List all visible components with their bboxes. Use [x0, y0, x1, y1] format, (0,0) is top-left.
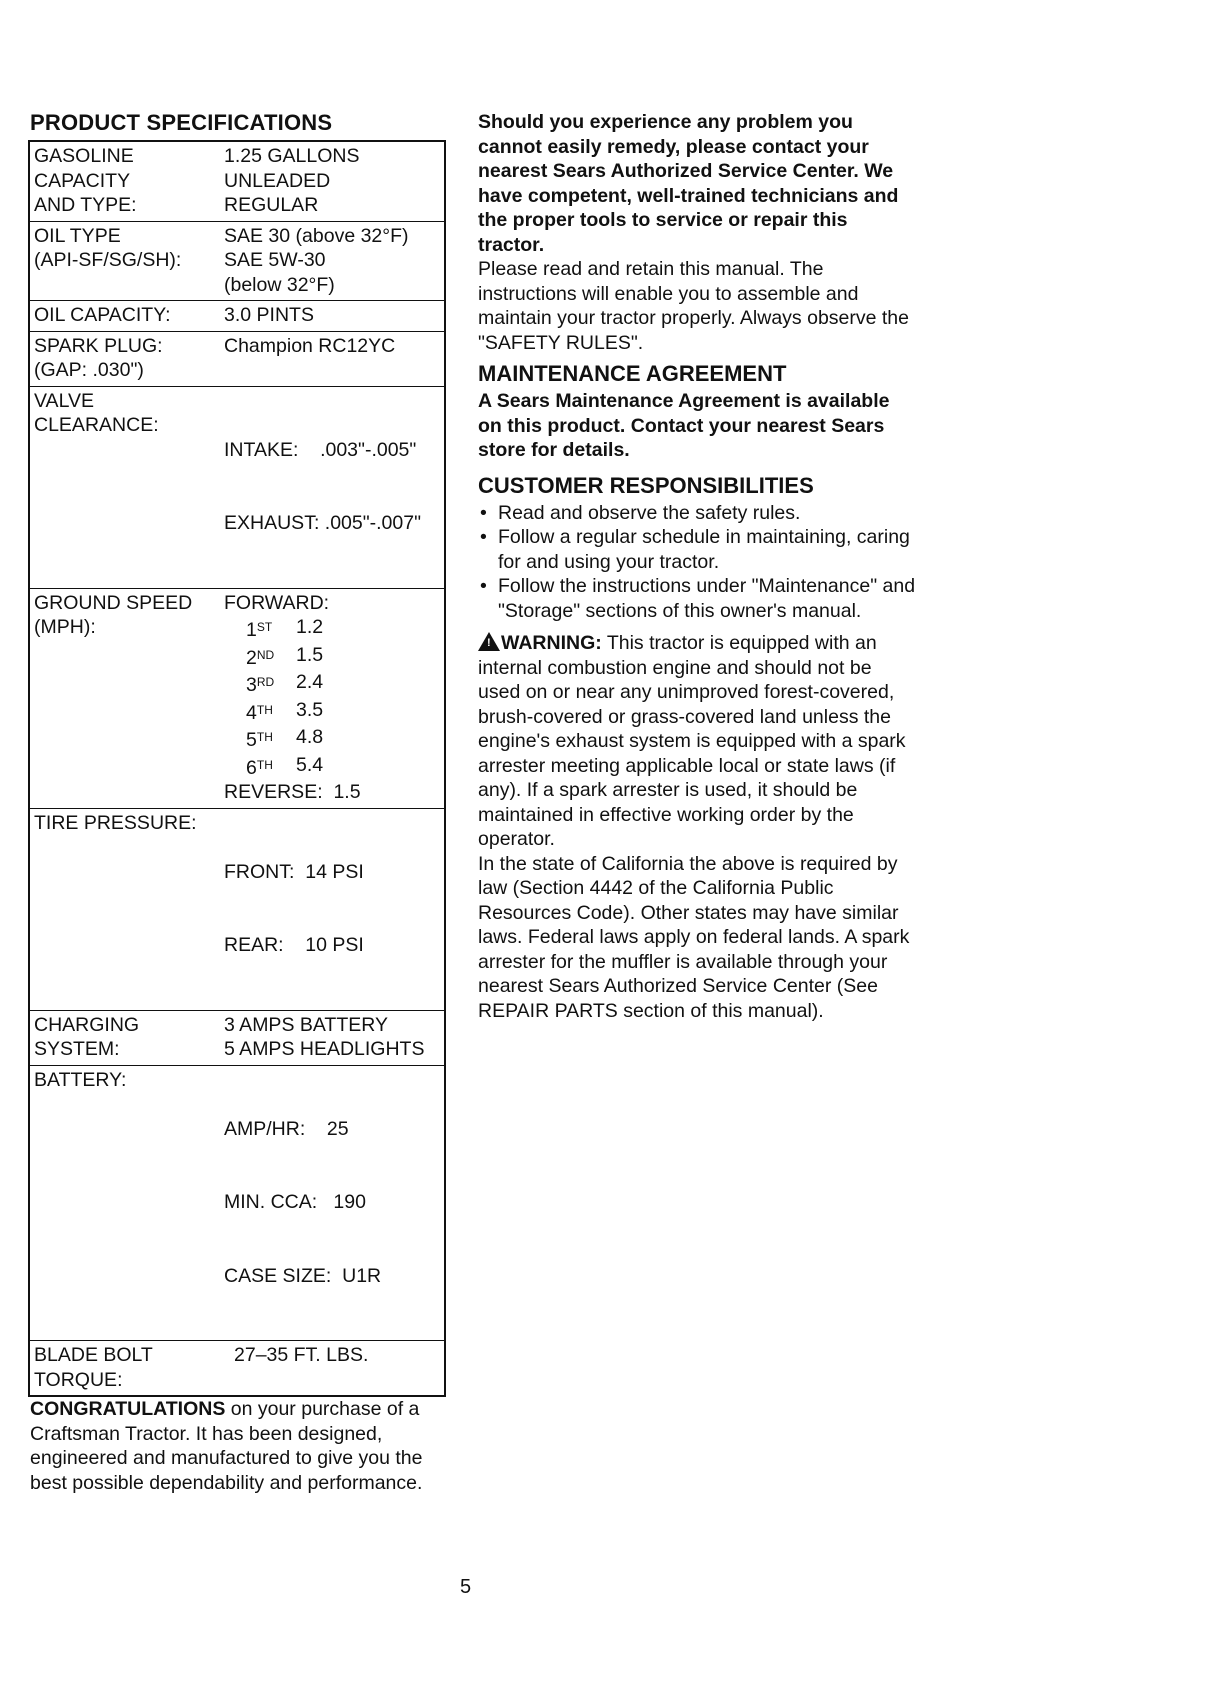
- page-number: 5: [460, 1576, 472, 1598]
- customer-responsibilities-heading: CUSTOMER RESPONSIBILITIES: [478, 472, 814, 498]
- spec-row-oil-capacity: OIL CAPACITY: 3.0 PINTS: [30, 300, 444, 331]
- gear-ordinal: 1ST: [246, 619, 273, 641]
- gear-list: [224, 615, 440, 780]
- gear-speed-line: [224, 643, 440, 671]
- gear-speed-value: 5.4: [296, 753, 324, 776]
- gear-speed-line: [224, 753, 440, 781]
- right-column: [478, 110, 918, 1023]
- gear-speed-line: [224, 725, 440, 753]
- left-column: [30, 110, 450, 1495]
- responsibilities-list: [478, 501, 918, 624]
- maintenance-agreement-heading: MAINTENANCE AGREEMENT: [478, 361, 787, 386]
- congratulations-paragraph: CONGRATULATIONS on your purchase of a Craftsman Tractor. It has been designed, engineered and manufactured to give you the best possible dependability and performance.: [30, 1398, 423, 1494]
- spec-row-charging-system: CHARGING SYSTEM: 3 AMPS BATTERY 5 AMPS HEADLIGHTS: [30, 1010, 444, 1065]
- list-item: • Follow the instructions under "Maintenance" and "Storage" sections of this owner's manual.: [480, 575, 916, 622]
- manual-intro-paragraph: Please read and retain this manual. The instructions will enable you to assemble and maintain your tractor properly. Always observe the "SAFETY RULES".: [478, 258, 909, 354]
- gear-speed-value: 1.5: [296, 643, 324, 666]
- gear-ordinal: 2ND: [246, 646, 275, 669]
- spec-row-spark-plug: SPARK PLUG: (GAP: .030") Champion RC12YC: [30, 331, 444, 386]
- gear-speed-value: 4.8: [296, 726, 324, 748]
- california-paragraph: In the state of California the above is required by law (Section 4442 of the California Public Resources Code). Other states may have similar laws. Federal laws apply on federal lands. A spark arrester for the muffler is available through your nearest Sears Authorized Service Center (See REPAIR PARTS section of this manual).: [478, 852, 910, 1022]
- spec-row-battery: BATTERY: AMP/HR: 25 MIN. CCA: 190 CASE SIZE: U1R: [30, 1065, 444, 1341]
- spec-row-ground-speed: GROUND SPEED (MPH): FORWARD: 1ST 1.2 2ND 1.5 3RD 2.4 4TH 3.5 5TH 4.8 6TH 5.4 REVERSE: 1.5: [30, 588, 444, 808]
- gear-speed-value: 2.4: [296, 671, 324, 693]
- gear-speed-line: [224, 698, 440, 726]
- gear-ordinal: 6TH: [246, 756, 273, 779]
- gear-ordinal: 5TH: [246, 729, 273, 751]
- spec-row-blade-bolt-torque: BLADE BOLT TORQUE: 27–35 FT. LBS.: [30, 1340, 444, 1395]
- gear-speed-line: [224, 615, 440, 643]
- gear-ordinal: 4TH: [246, 701, 273, 724]
- gear-speed-value: 3.5: [296, 698, 324, 721]
- spec-row-gasoline: GASOLINE CAPACITY AND TYPE: 1.25 GALLONS UNLEADED REGULAR: [34, 145, 360, 216]
- gear-speed-value: 1.2: [296, 616, 324, 638]
- spec-row-tire-pressure: TIRE PRESSURE: FRONT: 14 PSI REAR: 10 PSI: [30, 808, 444, 1010]
- gear-speed-line: [224, 670, 440, 698]
- spec-row-valve-clearance: VALVE CLEARANCE: INTAKE: .003"-.005" EXHAUST: .005"-.007": [30, 386, 444, 588]
- warning-triangle-icon: !: [478, 632, 500, 651]
- specifications-table: [28, 140, 446, 1397]
- specifications-heading: PRODUCT SPECIFICATIONS: [30, 110, 333, 135]
- warning-paragraph: ! WARNING: This tractor is equipped with an internal combustion engine and should not be used on or near any unimproved forest-covered, brush-covered or grass-covered land unless the engine's exhaust system is equipped with a spark arrester meeting applicable local or state laws (if any). If a spark arrester is used, it should be maintained in effective working order by the operator.: [478, 632, 906, 850]
- maintenance-agreement-text: A Sears Maintenance Agreement is available on this product. Contact your nearest Sears store for details.: [478, 390, 890, 461]
- service-intro-paragraph: Should you experience any problem you cannot easily remedy, please contact your nearest Sears Authorized Service Center. We have competent, well-trained technicians and the proper tools to service or repair this tractor.: [478, 111, 899, 256]
- list-item: • Read and observe the safety rules.: [480, 501, 801, 524]
- spec-row-oil-type: OIL TYPE (API-SF/SG/SH): SAE 30 (above 32°F) SAE 5W-30 (below 32°F): [30, 221, 444, 301]
- list-item: • Follow a regular schedule in maintaining, caring for and using your tractor.: [480, 526, 910, 573]
- gear-ordinal: 3RD: [246, 674, 275, 696]
